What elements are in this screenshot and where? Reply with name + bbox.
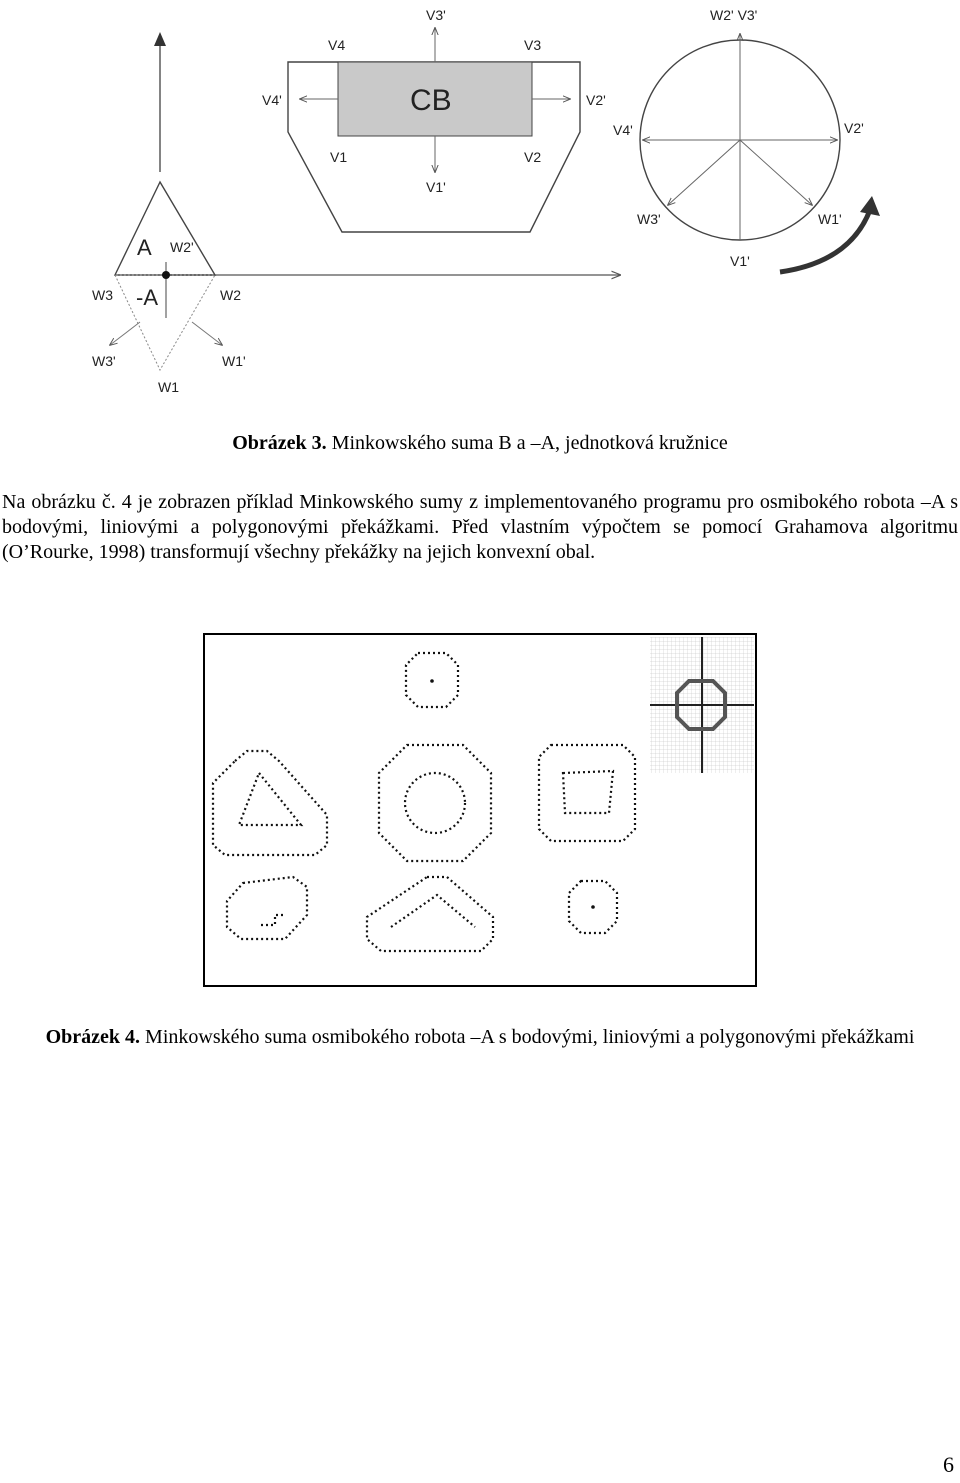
- label-v3p-top: V3': [426, 7, 446, 23]
- figure-4-caption-text: Minkowského suma osmibokého robota –A s bodovými, liniovými a polygonovými překážkami: [140, 1026, 915, 1048]
- label-v2p: V2': [586, 92, 606, 108]
- figure-4-caption: [0, 1024, 960, 1050]
- label-w1: W1: [158, 379, 179, 395]
- label-v4: V4: [328, 37, 346, 53]
- figure-3-diagram: [80, 0, 900, 410]
- point-obstacle-2: [591, 905, 595, 909]
- label-w3p: W3': [92, 353, 116, 369]
- unit-circle-diagram: [613, 7, 880, 272]
- label-minus-a: -A: [136, 285, 158, 310]
- figure-4-diagram: [203, 633, 757, 987]
- point-obstacle-1: [430, 679, 434, 683]
- figure-4-caption-label: Obrázek 4.: [45, 1026, 141, 1048]
- triangle-a: [115, 182, 215, 275]
- label-v1: V1: [330, 149, 348, 165]
- label-w2p: W2': [170, 239, 194, 255]
- label-circle-v1p: V1': [730, 253, 750, 269]
- label-circle-v2p: V2': [844, 120, 864, 136]
- label-w2: W2: [220, 287, 241, 303]
- figure-3-caption-label: Obrázek 3.: [232, 432, 327, 454]
- cb-diagram: [262, 7, 606, 232]
- figure-3-caption: [0, 432, 960, 455]
- robot-preview: [650, 637, 754, 773]
- page-number: 6: [943, 1452, 954, 1477]
- label-circle-v4p: V4': [613, 122, 633, 138]
- label-cb: CB: [410, 84, 452, 117]
- reference-point: [162, 271, 170, 279]
- body-paragraph: Na obrázku č. 4 je zobrazen příklad Minkowského sumy z implementovaného programu pro osmibokého robota –A s bodovými, liniovými a polygonovými překážkami. Před vlastním výpočtem se pomocí Grahamova algoritmu (O’Rourke, 1998) transformují všechny překážky na jejich konvexní obal.: [2, 491, 958, 563]
- label-v3: V3: [524, 37, 542, 53]
- label-w1p: W1': [222, 353, 246, 369]
- label-a: A: [137, 235, 152, 260]
- label-v2: V2: [524, 149, 542, 165]
- figure-3-caption-text: Minkowského suma B a –A, jednotková kružnice: [326, 432, 728, 454]
- label-circle-w3p: W3': [637, 211, 661, 227]
- label-circle-w1p: W1': [818, 211, 842, 227]
- label-v1p: V1': [426, 179, 446, 195]
- label-w3: W3: [92, 287, 113, 303]
- label-circle-w2-v3: W2' V3': [710, 7, 758, 23]
- label-v4p: V4': [262, 92, 282, 108]
- triangle-minus-a: [115, 275, 215, 370]
